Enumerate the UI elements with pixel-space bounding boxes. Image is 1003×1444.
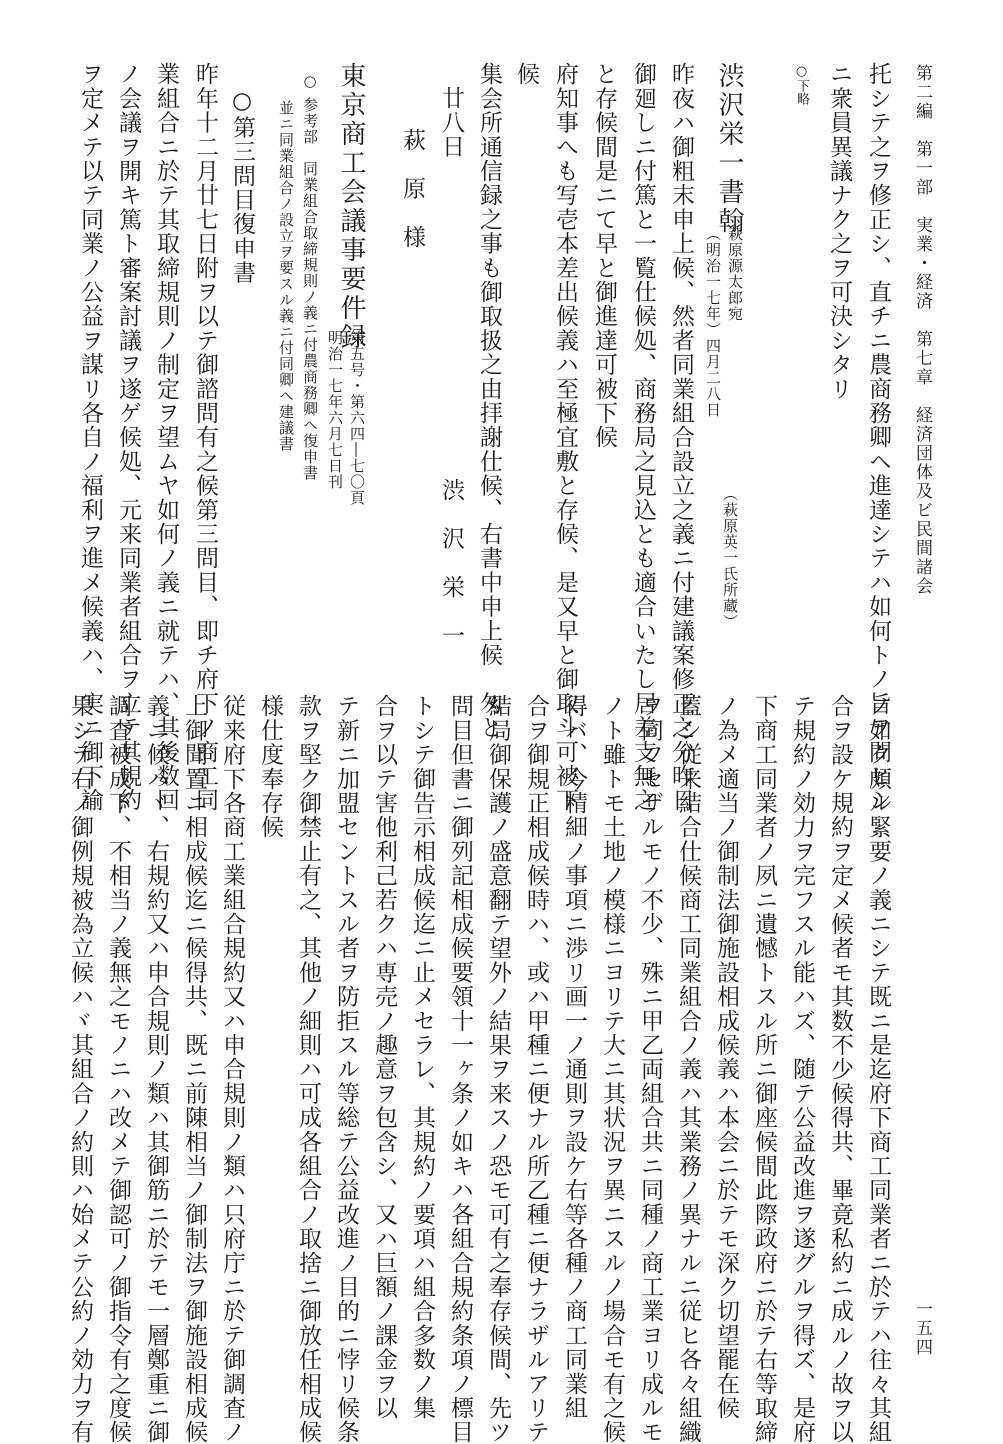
continuation-line: ニ衆員異議ナク之ヲ可決シタリ <box>826 62 852 401</box>
letter-addressee-line: 萩 原 様 <box>399 128 425 249</box>
letter-date: （明治一七年）四月二八日 <box>704 226 722 418</box>
letter-date-line: 廿八日 <box>438 86 464 159</box>
letter-title: 渋沢栄一書翰 <box>714 62 744 236</box>
body-line: 款ヲ堅ク御禁止有之、其他ノ細則ハ可成各組合ノ取捨ニ御放任相成候 <box>295 694 321 1444</box>
body-line: 果シテ右ノ御例規被為立候ハヾ其組合ノ約則ハ始メテ公約ノ効力ヲ有 <box>67 694 93 1444</box>
letter-holder: （萩原英一氏所蔵） <box>721 486 739 630</box>
body-line: 得バ、今精細ノ事項ニ渉リ画一ノ通則ヲ設ケ右等各種ノ商工同業組 <box>561 694 587 1420</box>
record-number: 第五号・第六四―七〇頁 <box>348 330 366 506</box>
record-title: 東京商工会議事要件録 <box>336 62 366 352</box>
omission-note: ○下略 <box>794 64 809 105</box>
body-line: ヲ定メテ以テ同業ノ公益ヲ謀リ各自ノ福利ヲ進メ候義ハ、実ニ御下諭 <box>77 62 103 813</box>
reference-line: 並ニ同業組合ノ設立ヲ要スル義ニ付同卿ヘ建議書 <box>277 100 295 452</box>
body-line: 合ヲ御規正相成候時ハ、或ハ甲種ニ便ナル所乙種ニ便ナラザルアリテ <box>523 694 549 1444</box>
body-line: ヲ同フセザルモノ不少、殊ニ甲乙両組合共ニ同種ノ商工業ヨリ成ルモ <box>637 694 663 1444</box>
body-line: 昨年十二月廿七日附ヲ以テ御諮問有之候第三問目、即チ府下ノ商工同 <box>192 62 218 813</box>
body-line: ノト雖トモ土地ノ模様ニヨリテ大ニ其状況ヲ異ニスルノ場合モ有之候 <box>599 694 625 1444</box>
body-line: トシテ御告示相成候迄ニ止メセラレ、其規約ノ要項ハ組合多数ノ集 <box>409 694 435 1420</box>
body-line: 合ヲ以テ害他利己若クハ専売ノ趣意ヲ包含シ、又ハ巨額ノ課金ヲ以 <box>371 694 397 1420</box>
body-line: 結局御保護ノ盛意翻テ望外ノ結果ヲ来スノ恐モ可有之奉存候間、先ツ <box>485 694 511 1444</box>
body-line: 上御聞置ニ相成候迄ニ候得共、既ニ前陳相当ノ御制法ヲ御施設相成候 <box>181 694 207 1444</box>
body-line: テ規約ノ効力ヲ完フスル能ハズ、随テ公益改進ヲ遂グルヲ得ズ、是府 <box>789 694 815 1444</box>
letter-line: と存候間是ニて早と御進達可被下候 <box>591 62 617 450</box>
continuation-line: 托シテ之ヲ修正シ、直チニ農商務卿ヘ進達シテハ如何トノ旨ヲ問ヒシ <box>865 62 891 813</box>
letter-line: 候 <box>513 62 539 87</box>
body-line: ノ如ク頗ル緊要ノ義ニシテ既ニ是迄府下商工同業者ニ於テハ往々其組 <box>865 694 891 1444</box>
letter-line: 昨夜ハ御粗末申上候、然者同業組合設立之義ニ付建議案修正之分昨日 <box>668 62 694 813</box>
letter-line: 御廻しニ付篤と一覧仕候処、商務局之見込とも適合いたし居差支無之 <box>630 62 656 813</box>
section-heading: ○第三問目復申書 <box>229 88 255 285</box>
letter-addressee: 萩原源太郎宛 <box>726 226 744 322</box>
body-line: 合ヲ設ケ規約ヲ定メ候者モ其数不少候得共、畢竟私約ニ成ルノ故ヲ以 <box>827 694 853 1444</box>
body-line: 問目但書ニ御列記相成候要領十一ヶ条ノ如キハ各組合規約条項ノ標目 <box>447 694 473 1444</box>
letter-line: 府知事へも写壱本差出候義ハ至極宜敷と存候、是又早と御取斗可被下 <box>552 62 578 813</box>
letter-line: 集会所通信録之事も御取扱之由拝謝仕候、右書中申上候 匆と <box>476 62 502 740</box>
body-line: 義ニ候ハヾ、右規約又ハ申合規則ノ類ハ其御筋ニ於テモ一層鄭重ニ御 <box>143 694 169 1444</box>
body-line: ノ為メ適当ノ御制法御施設相成候義ハ本会ニ於テモ深ク切望罷在候 <box>713 694 739 1420</box>
page-number: 一五四 <box>912 1300 932 1357</box>
record-date: 明治一七年六月七日刊 <box>326 330 344 490</box>
reference-line: ○ 参考部 同業組合取締規則ノ義ニ付農商務卿ヘ復申書 <box>301 72 319 481</box>
body-line: 従来府下各商工業組合規約又ハ申合規則ノ類ハ只府庁ニ於テ御調査ノ <box>219 694 245 1444</box>
body-line: テ新ニ加盟セントスル者ヲ防拒スル等総テ公益改進ノ目的ニ悖リ候条 <box>333 694 359 1444</box>
body-line: 下商工同業者ノ夙ニ遺憾トスル所ニ御座候間此際政府ニ於テ右等取締 <box>751 694 777 1444</box>
body-line: 蓋シ従来結合仕候商工同業組合ノ義ハ其業務ノ異ナルニ従ヒ各々組織 <box>675 694 701 1444</box>
letter-signer: 渋 沢 栄 一 <box>438 478 464 648</box>
running-header: 第二編 第一部 実業・経済 第七章 経済団体及ビ民間諸会 <box>912 64 932 596</box>
body-line: ノ会議ヲ開キ篤ト審案討議ヲ遂ゲ候処、元来同業者組合ヲ立テ其規約 <box>115 62 141 813</box>
body-line: 様仕度奉存候 <box>257 694 283 840</box>
body-line: 調査被成下、不相当ノ義無之モノニハ改メテ御認可ノ御指令有之度候 <box>105 694 131 1444</box>
body-line: 業組合ニ於テ其取締規則ノ制定ヲ望ムヤ如何ノ義ニ就テハ、其後数回 <box>153 62 179 813</box>
